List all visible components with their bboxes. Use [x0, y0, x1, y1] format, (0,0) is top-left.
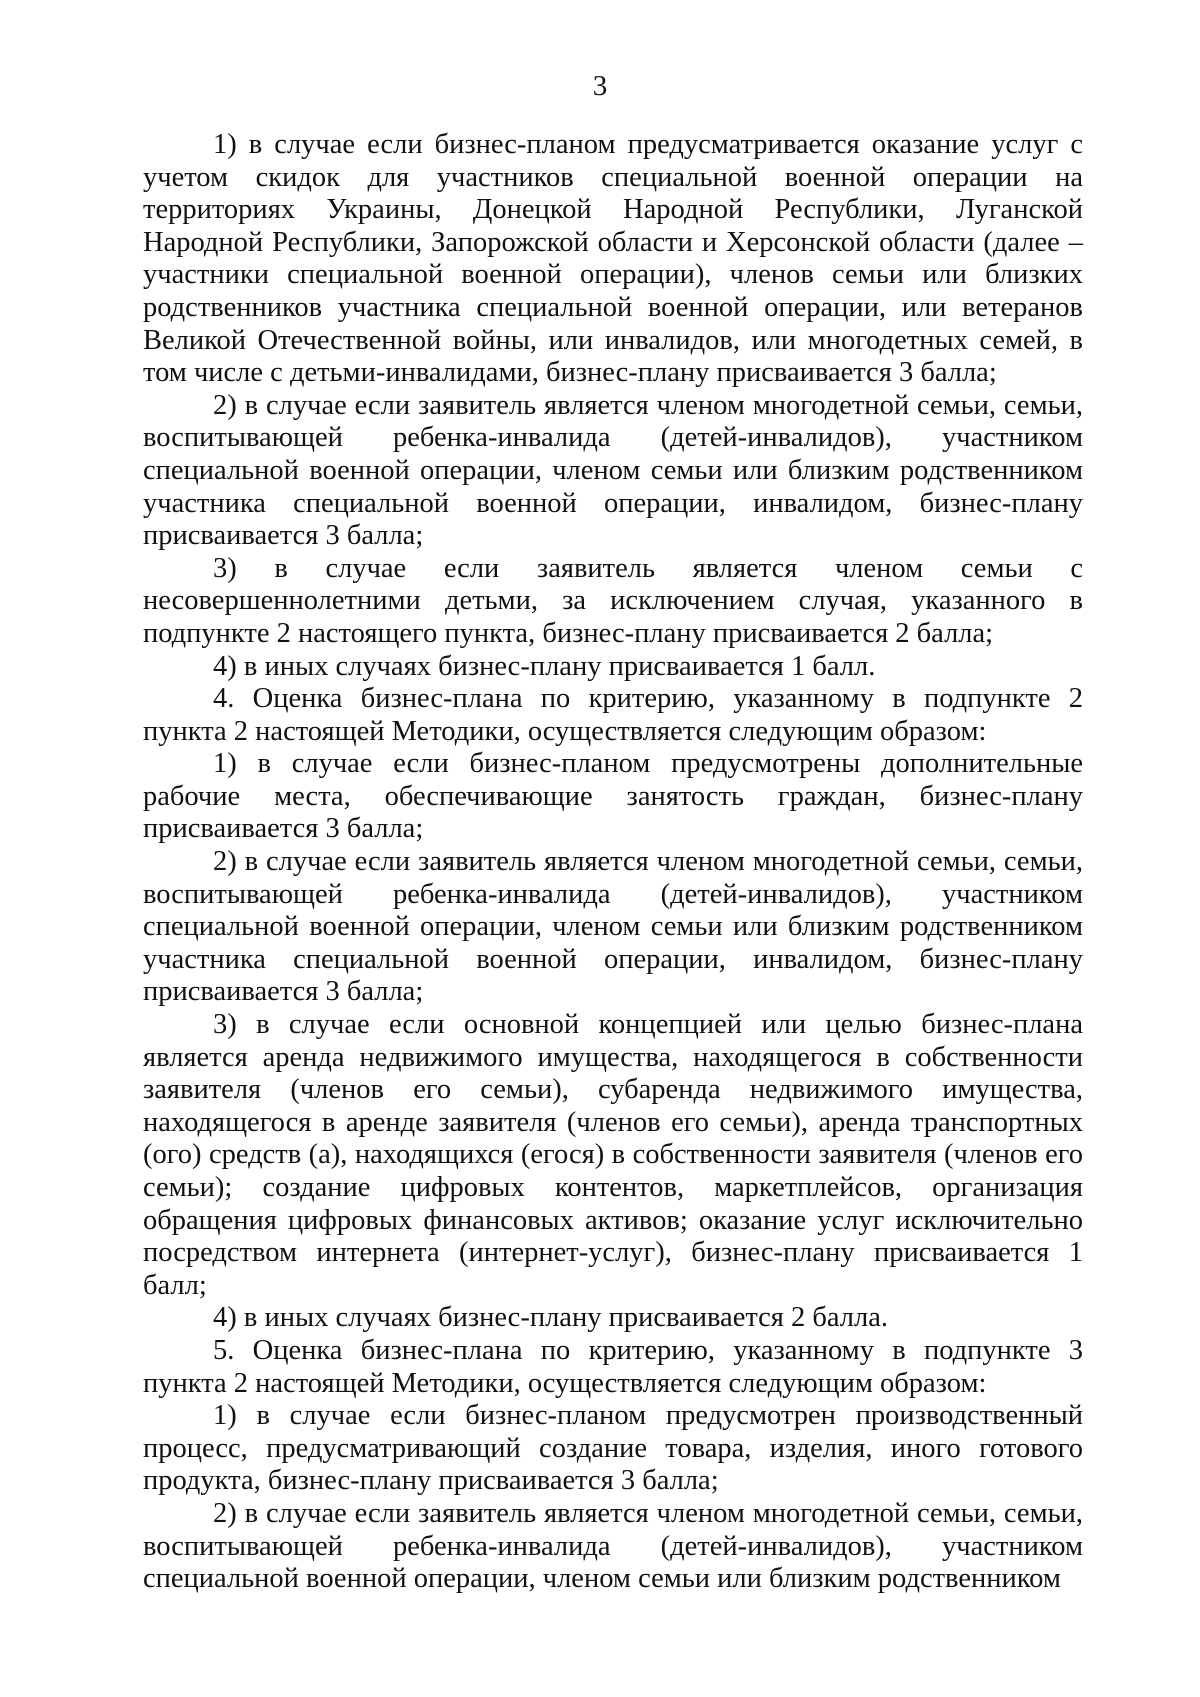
page-number: 3 [592, 70, 608, 102]
paragraph-5: 4. Оценка бизнес-плана по критерию, указанному в подпункте 2 пункта 2 настоящей Методики, осуществляется следующим образом: [143, 683, 1083, 747]
paragraph-11: 1) в случае если бизнес-планом предусмотрен производственный процесс, предусматривающий создание товара, изделия, иного готового продукта, бизнес-плану присваивается 3 балла; [143, 1400, 1083, 1497]
paragraph-4: 4) в иных случаях бизнес-плану присваивается 1 балл. [213, 650, 876, 682]
paragraph-1: 1) в случае если бизнес-планом предусматривается оказание услуг с учетом скидок для участников специальной военной операции на территориях Украины, Донецкой Народной Республики, Луганской Народной Республики, Запорожской области и Херсонской области (далее – участники специальной военной операции), членов семьи или близких родственников участника специальной военной операции, или ветеранов Великой Отечественной войны, или инвалидов, или многодетных семей, в том числе с детьми-инвалидами, бизнес-плану присваивается 3 балла; [143, 129, 1083, 389]
paragraph-6: 1) в случае если бизнес-планом предусмотрены дополнительные рабочие места, обеспечивающие занятость граждан, бизнес-плану присваивается 3 балла; [143, 748, 1083, 845]
paragraph-12: 2) в случае если заявитель является членом многодетной семьи, семьи, воспитывающей ребенка-инвалида (детей-инвалидов), участником специальной военной операции, членом семьи или близким родственником [143, 1497, 1083, 1595]
document-body [143, 129, 1083, 1596]
paragraph-10: 5. Оценка бизнес-плана по критерию, указанному в подпункте 3 пункта 2 настоящей Методики, осуществляется следующим образом: [143, 1334, 1083, 1399]
paragraph-8: 3) в случае если основной концепцией или целью бизнес-плана является аренда недвижимого имущества, находящегося в собственности заявителя (членов его семьи), субаренда недвижимого имущества, находящегося в аренде заявителя (членов его семьи), аренда транспортных (ого) средств (а), находящихся (егося) в собственности заявителя (членов его семьи); создание цифровых контентов, маркетплейсов, организация обращения цифровых финансовых активов; оказание услуг исключительно посредством интернета (интернет-услуг), бизнес-плану присваивается 1 балл; [143, 1009, 1083, 1301]
paragraph-7: 2) в случае если заявитель является членом многодетной семьи, семьи, воспитывающей ребенка-инвалида (детей-инвалидов), участником специальной военной операции, членом семьи или близким родственником участника специальной военной операции, инвалидом, бизнес-плану присваивается 3 балла; [143, 846, 1083, 1008]
paragraph-9: 4) в иных случаях бизнес-плану присваивается 2 балла. [213, 1302, 889, 1334]
paragraph-2: 2) в случае если заявитель является членом многодетной семьи, семьи, воспитывающей ребенка-инвалида (детей-инвалидов), участником специальной военной операции, членом семьи или близким родственником участника специальной военной операции, инвалидом, бизнес-плану присваивается 3 балла; [143, 389, 1083, 552]
paragraph-3: 3) в случае если заявитель является членом семьи с несовершеннолетними детьми, за исключением случая, указанного в подпункте 2 настоящего пункта, бизнес-плану присваивается 2 балла; [143, 552, 1083, 649]
